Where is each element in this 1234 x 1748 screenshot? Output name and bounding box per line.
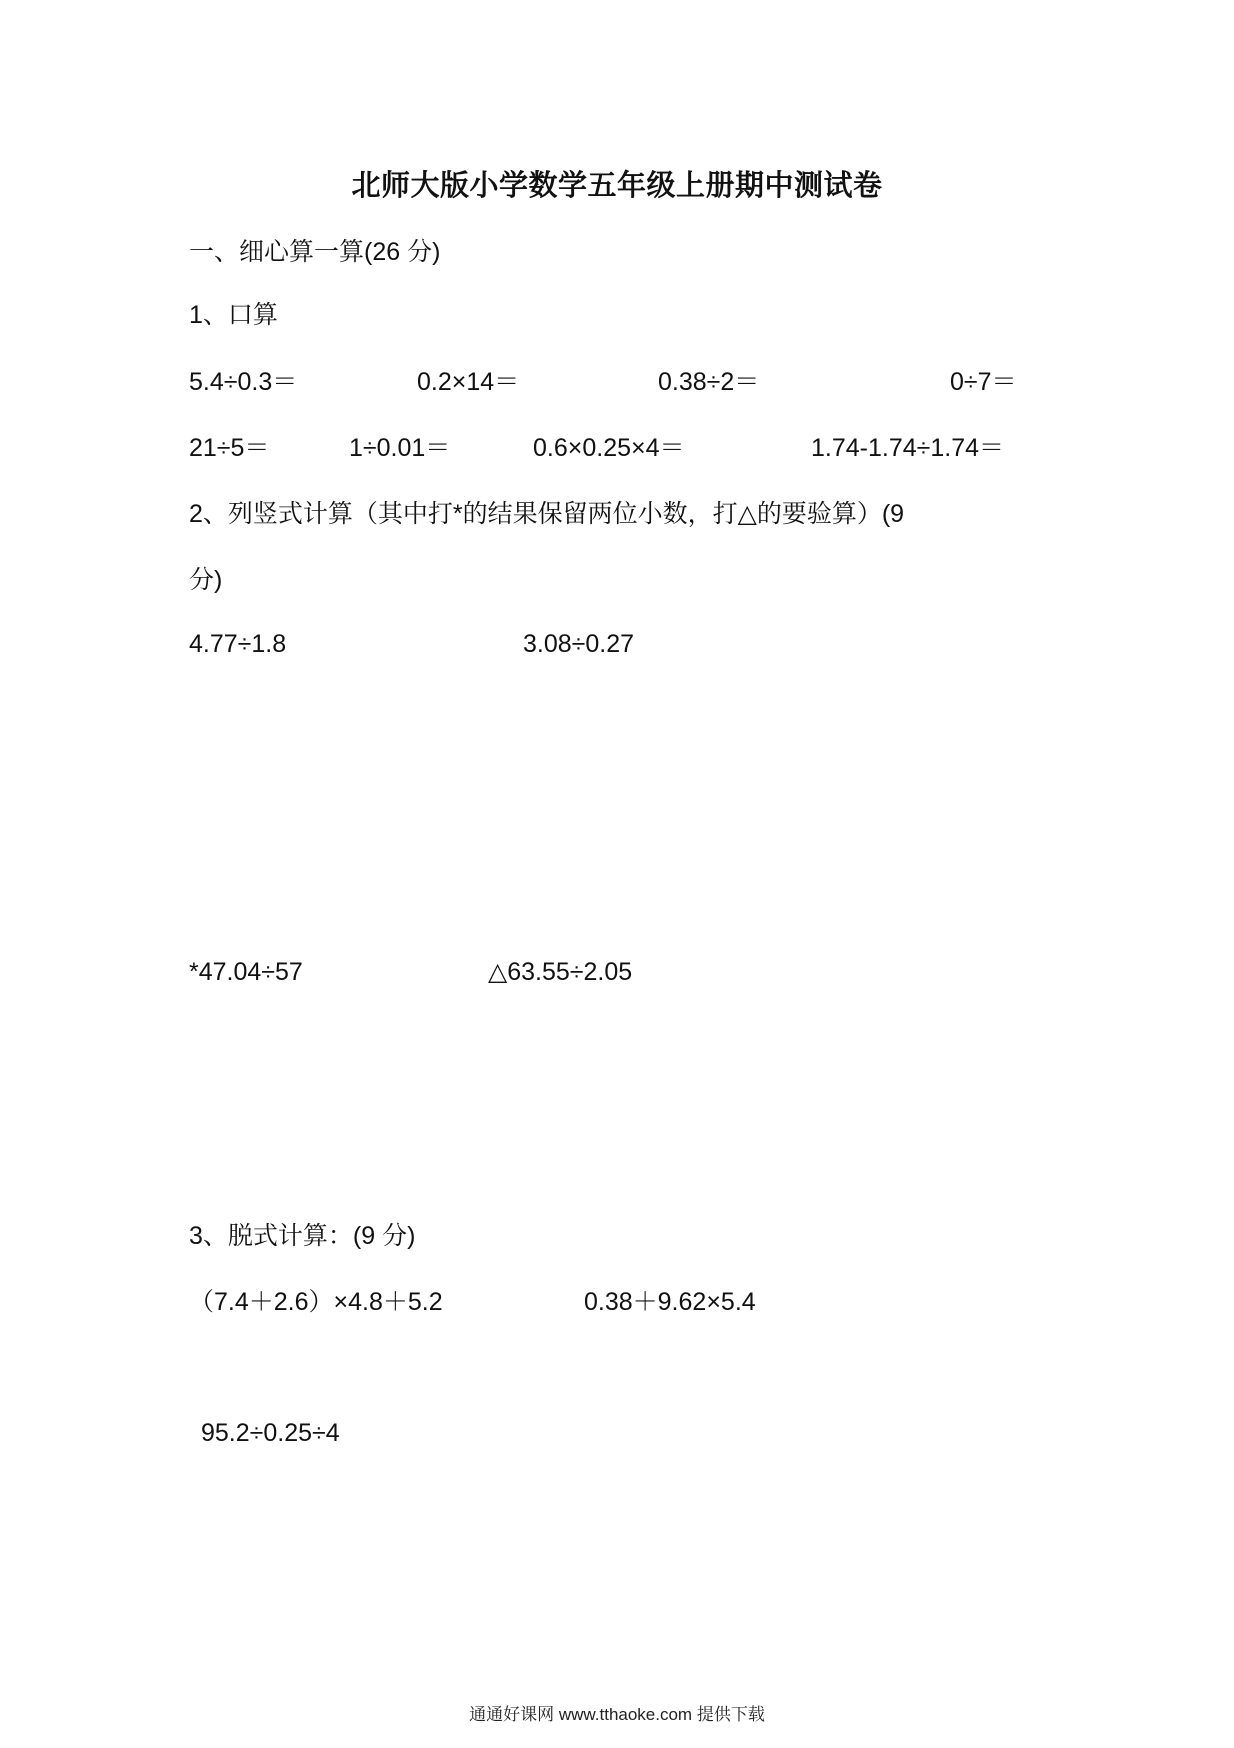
vertical-calc-item: △63.55÷2.05: [488, 958, 633, 986]
oral-item: 21÷5＝: [189, 434, 270, 462]
oral-item: 1.74-1.74÷1.74＝: [811, 434, 1005, 462]
stepwise-calc-item: 95.2÷0.25÷4: [201, 1419, 340, 1447]
page-title: 北师大版小学数学五年级上册期中测试卷: [351, 170, 883, 202]
vertical-calc-item: 4.77÷1.8: [189, 630, 287, 658]
vertical-calc-item: 3.08÷0.27: [523, 630, 635, 658]
question-2-label: 2、列竖式计算（其中打*的结果保留两位小数，打△的要验算）(9: [189, 500, 905, 528]
question-1-label: 1、口算: [189, 301, 278, 329]
oral-item: 0.2×14＝: [417, 368, 520, 396]
vertical-calc-item: *47.04÷57: [189, 958, 303, 986]
oral-item: 1÷0.01＝: [349, 434, 451, 462]
question-3-label: 3、脱式计算：(9 分): [189, 1222, 416, 1250]
oral-item: 0÷7＝: [950, 368, 1017, 396]
oral-item: 0.38÷2＝: [658, 368, 760, 396]
oral-item: 0.6×0.25×4＝: [533, 434, 685, 462]
question-2-label-cont: 分): [189, 566, 223, 594]
stepwise-calc-item: 0.38＋9.62×5.4: [584, 1288, 756, 1316]
oral-item: 5.4÷0.3＝: [189, 368, 298, 396]
section-heading: 一、细心算一算(26 分): [189, 238, 441, 266]
footer-source: 通通好课网 www.tthaoke.com 提供下载: [469, 1705, 765, 1724]
stepwise-calc-item: （7.4＋2.6）×4.8＋5.2: [189, 1288, 443, 1316]
